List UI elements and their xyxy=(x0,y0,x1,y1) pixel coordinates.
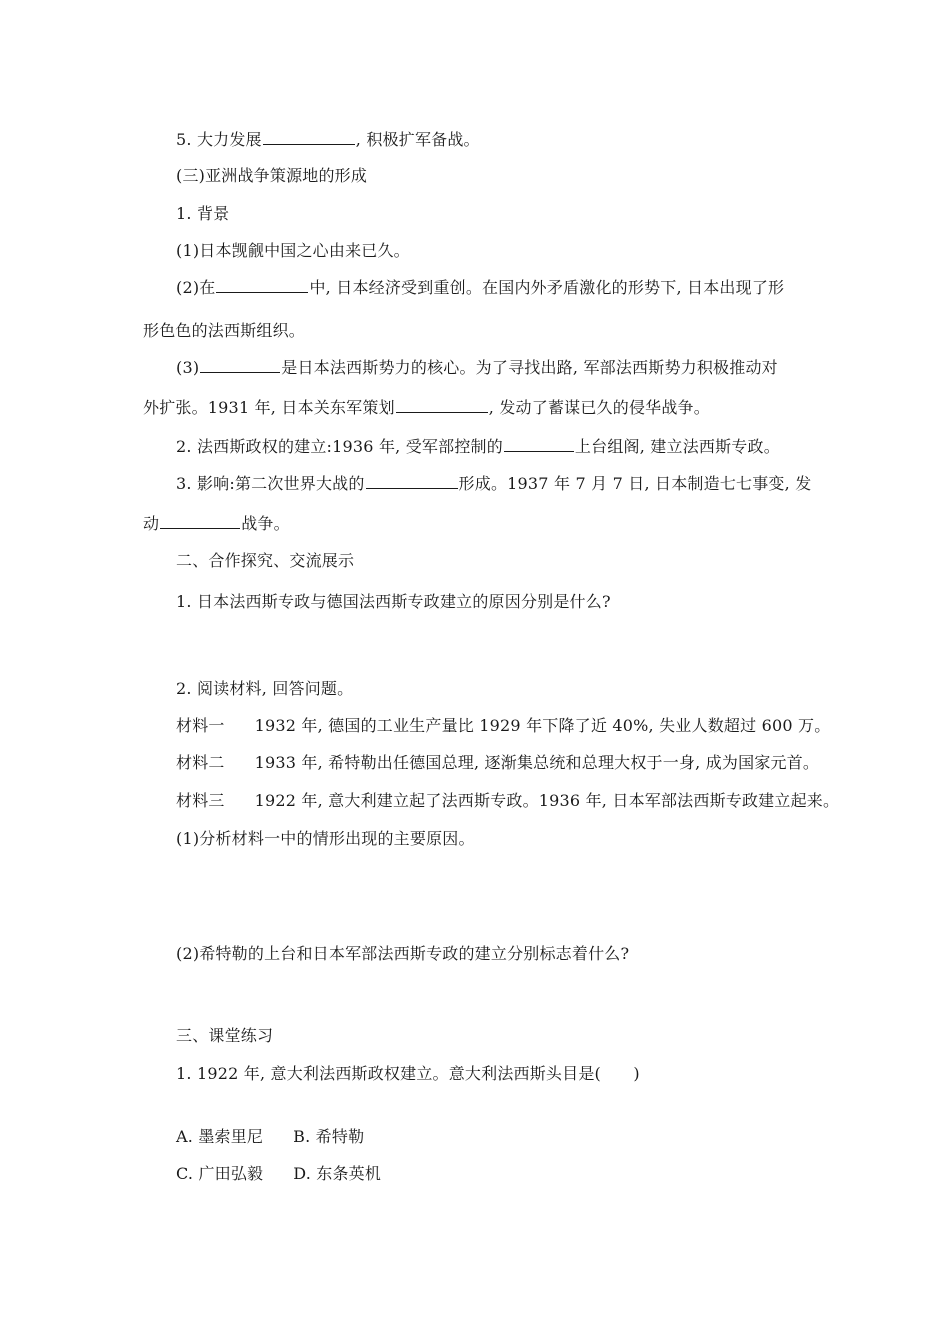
item-3-text-pre: 3. 影响:第二次世界大战的 xyxy=(176,474,365,493)
item-3-cont-pre: 动 xyxy=(143,514,160,533)
answer-blank[interactable] xyxy=(216,278,308,293)
material-1-text: 1932 年, 德国的工业生产量比 1929 年下降了近 40%, 失业人数超过 600 万。 xyxy=(254,716,831,735)
subquestion-1: (1)分析材料一中的情形出现的主要原因。 xyxy=(176,829,475,848)
option-row-2 xyxy=(176,1164,381,1184)
item-3-impact xyxy=(176,474,811,494)
material-1-label: 材料一 xyxy=(176,716,225,735)
item-5-text-pre: 5. 大力发展 xyxy=(176,130,262,149)
item-2-regime xyxy=(176,437,780,457)
background-point-3 xyxy=(176,358,778,378)
point-3-text-post: 是日本法西斯势力的核心。为了寻找出路, 军部法西斯势力积极推动对 xyxy=(281,358,778,377)
answer-blank[interactable] xyxy=(160,514,240,529)
material-3-label: 材料三 xyxy=(176,791,225,810)
material-3-text: 1922 年, 意大利建立起了法西斯专政。1936 年, 日本军部法西斯专政建立起来。 xyxy=(254,791,840,810)
item-2-text-pre: 2. 法西斯政权的建立:1936 年, 受军部控制的 xyxy=(176,437,503,456)
point-3-cont-pre: 外扩张。1931 年, 日本关东军策划 xyxy=(143,398,395,417)
background-point-2 xyxy=(176,278,784,298)
point-2-text-post: 中, 日本经济受到重创。在国内外矛盾激化的形势下, 日本出现了形 xyxy=(309,278,785,297)
option-b[interactable]: B. 希特勒 xyxy=(293,1127,365,1146)
answer-blank[interactable] xyxy=(200,358,280,373)
point-3-cont-post: , 发动了蓄谋已久的侵华战争。 xyxy=(488,398,710,417)
material-1 xyxy=(176,716,830,736)
practice-question-1: 1. 1922 年, 意大利法西斯政权建立。意大利法西斯头目是( ) xyxy=(176,1064,640,1083)
option-a[interactable]: A. 墨索里尼 xyxy=(176,1127,264,1146)
background-point-2-cont: 形色色的法西斯组织。 xyxy=(143,321,306,340)
section-heading-asia: (三)亚洲战争策源地的形成 xyxy=(176,166,368,185)
material-2-label: 材料二 xyxy=(176,753,225,772)
point-3-text-pre: (3) xyxy=(176,358,200,377)
item-5-line xyxy=(176,130,480,150)
material-2 xyxy=(176,753,819,773)
answer-blank[interactable] xyxy=(504,437,574,452)
question-1: 1. 日本法西斯专政与德国法西斯专政建立的原因分别是什么? xyxy=(176,592,611,611)
item-2-text-post: 上台组阁, 建立法西斯专政。 xyxy=(574,437,780,456)
answer-blank[interactable] xyxy=(263,130,355,145)
option-row-1 xyxy=(176,1127,364,1147)
item-3-cont-post: 战争。 xyxy=(241,514,290,533)
section-heading-cooperation: 二、合作探究、交流展示 xyxy=(176,551,355,570)
answer-blank[interactable] xyxy=(396,398,488,413)
item-3-impact-cont xyxy=(143,514,290,534)
option-d[interactable]: D. 东条英机 xyxy=(293,1164,382,1183)
section-heading-practice: 三、课堂练习 xyxy=(176,1026,274,1045)
material-2-text: 1933 年, 希特勒出任德国总理, 逐渐集总统和总理大权于一身, 成为国家元首。 xyxy=(254,753,820,772)
subquestion-2: (2)希特勒的上台和日本军部法西斯专政的建立分别标志着什么? xyxy=(176,944,630,963)
question-2: 2. 阅读材料, 回答问题。 xyxy=(176,679,354,698)
item-5-text-post: , 积极扩军备战。 xyxy=(355,130,480,149)
answer-blank[interactable] xyxy=(366,474,458,489)
item-3-text-post: 形成。1937 年 7 月 7 日, 日本制造七七事变, 发 xyxy=(458,474,812,493)
background-point-1: (1)日本觊觎中国之心由来已久。 xyxy=(176,241,410,260)
point-2-text-pre: (2)在 xyxy=(176,278,216,297)
material-3 xyxy=(176,791,839,811)
subheading-background: 1. 背景 xyxy=(176,204,230,223)
background-point-3-cont xyxy=(143,398,710,418)
option-c[interactable]: C. 广田弘毅 xyxy=(176,1164,264,1183)
